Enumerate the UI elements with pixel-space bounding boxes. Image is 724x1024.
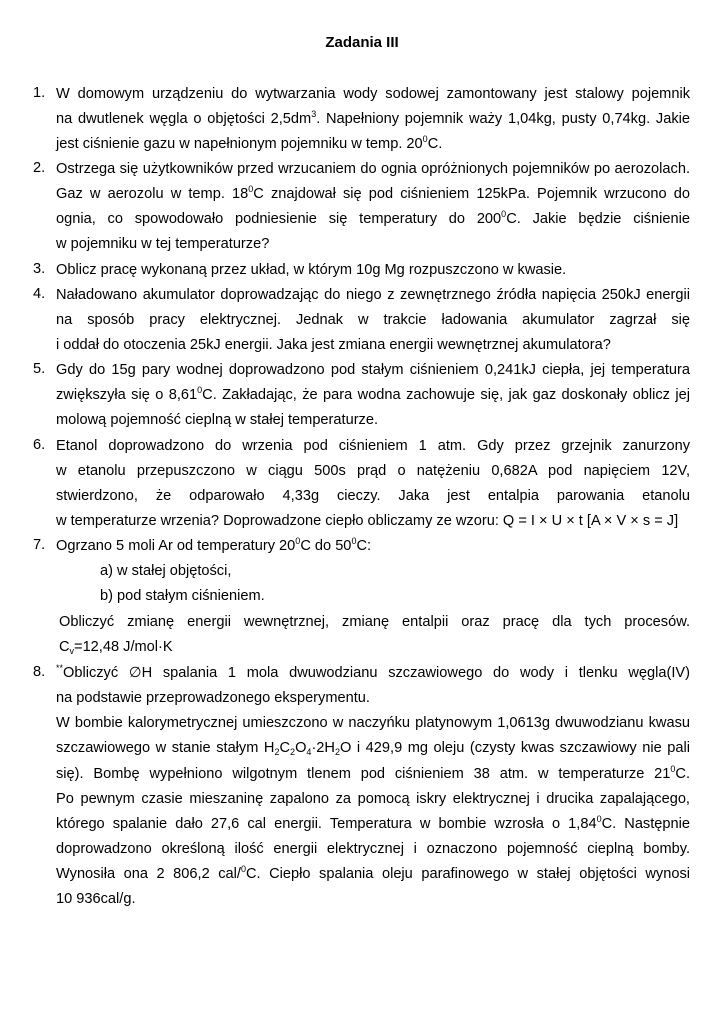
task-line: na podstawie przeprowadzonego eksperymentu. bbox=[56, 690, 370, 706]
task-line: W domowym urządzeniu do wytwarzania wody sodowej zamontowany jest stalowy pojemnik bbox=[56, 86, 690, 102]
task-line: Wynosiła ona 2 806,2 cal/$^0$C. Ciepło spalania oleju parafinowego w stałej objętości wynosi bbox=[56, 864, 690, 882]
task-line: w pojemniku w tej temperaturze? bbox=[56, 236, 270, 252]
task-line: Ogrzano 5 moli Ar od temperatury $20^0C$ do $50^0C$: bbox=[56, 536, 372, 554]
task-line: w temperaturze wrzenia? Doprowadzone ciepło obliczamy ze wzoru: Q = I × U × t [A × V × s = J] bbox=[56, 513, 679, 529]
task-line: 10 936cal/g. bbox=[56, 891, 136, 907]
task-line: Ostrzega się użytkowników przed wrzucaniem do ognia opróżnionych pojemników po aerozolach. bbox=[56, 161, 690, 177]
task-line: $C_v=12,48$ J/mol·K bbox=[59, 639, 173, 656]
task-line: na dwutlenek węgla o objętości $2,5dm^3$. Napełniony pojemnik waży 1,04kg, pusty 0,74kg. Jakie bbox=[56, 109, 690, 127]
task-line: którego spalanie dało 27,6 cal energii. Temperatura w bombie wzrosła o 1,84$^0$C. Następnie bbox=[56, 814, 690, 832]
task-line: zwiększyła się o 8,61$^0$C. Zakładając, że para wodna zachowuje się, jak gaz doskonały oblicz jej bbox=[56, 385, 690, 403]
task-line: **Obliczyć ∅H spalania 1 mola dwuwodzianu szczawiowego do wody i tlenku węgla(IV) bbox=[56, 663, 690, 681]
task-number: 4. bbox=[33, 286, 46, 302]
task-line: Oblicz pracę wykonaną przez układ, w którym 10g Mg rozpuszczono w kwasie. bbox=[56, 262, 567, 278]
task-number: 6. bbox=[33, 437, 46, 453]
task-number: 2. bbox=[33, 160, 46, 176]
task-line: się). Bombę wypełniono wilgotnym tlenem pod ciśnieniem 38 atm. w temperaturze $21^0C$. bbox=[56, 764, 690, 782]
task-line: Etanol doprowadzono do wrzenia pod ciśnieniem 1 atm. Gdy przez grzejnik zanurzony bbox=[56, 438, 690, 454]
task-line: doprowadzono określoną ilość energii elektrycznej i oznaczono pojemność cieplną bomby. bbox=[56, 841, 690, 857]
task-line: szczawiowego w stanie stałym $H_2C_2O_4\cdot 2H_2O$ i 429,9 mg oleju (czysty kwas szczawiowy nie pali bbox=[56, 740, 691, 757]
task-number: 3. bbox=[33, 261, 46, 277]
task-line: ognia, co spowodowało podniesienie się temperatury do $200^0C$. Jakie będzie ciśnienie bbox=[56, 209, 690, 227]
task-line: na sposób pracy elektrycznej. Jednak w trakcie ładowania akumulator zagrzał się bbox=[56, 312, 690, 328]
task-line: Gdy do 15g pary wodnej doprowadzono pod stałym ciśnieniem 0,241kJ ciepła, jej temperatura bbox=[56, 362, 690, 378]
task-number: 7. bbox=[33, 537, 46, 553]
subitem-a: a) w stałej objętości, bbox=[100, 563, 232, 579]
task-number: 8. bbox=[33, 664, 46, 680]
task-line: molową pojemność cieplną w stałej temperaturze. bbox=[56, 412, 379, 428]
task-line: Naładowano akumulator doprowadzając do niego z zewnętrznego źródła napięcia 250kJ energii bbox=[56, 287, 690, 303]
task-line: stwierdzono, że odparowało 4,33g cieczy. Jaka jest entalpia parowania etanolu bbox=[56, 488, 690, 504]
task-number: 5. bbox=[33, 361, 46, 377]
page-title: Zadania III bbox=[325, 34, 399, 51]
task-line: W bombie kalorymetrycznej umieszczono w naczyńku platynowym 1,0613g dwuwodzianu kwasu bbox=[56, 715, 690, 731]
task-line: w etanolu przepuszczono w ciągu 500s prąd o natężeniu 0,682A pod napięciem 12V, bbox=[56, 463, 690, 479]
task-line: Obliczyć zmianę energii wewnętrznej, zmianę entalpii oraz pracę dla tych procesów. bbox=[59, 614, 690, 630]
task-line: jest ciśnienie gazu w napełnionym pojemniku w temp. $20^0C$. bbox=[56, 134, 443, 152]
task-line: i oddał do otoczenia 25kJ energii. Jaka jest zmiana energii wewnętrznej akumulatora? bbox=[56, 337, 611, 353]
task-line: Gaz w aerozolu w temp. $18^0C$ znajdował się pod ciśnieniem 125kPa. Pojemnik wrzucono do bbox=[56, 184, 691, 202]
subitem-b: b) pod stałym ciśnieniem. bbox=[100, 588, 265, 604]
task-line: Po pewnym czasie mieszaninę zapalono za pomocą iskry elektrycznej i drucika zapalającego, bbox=[56, 791, 690, 807]
task-number: 1. bbox=[33, 85, 46, 101]
